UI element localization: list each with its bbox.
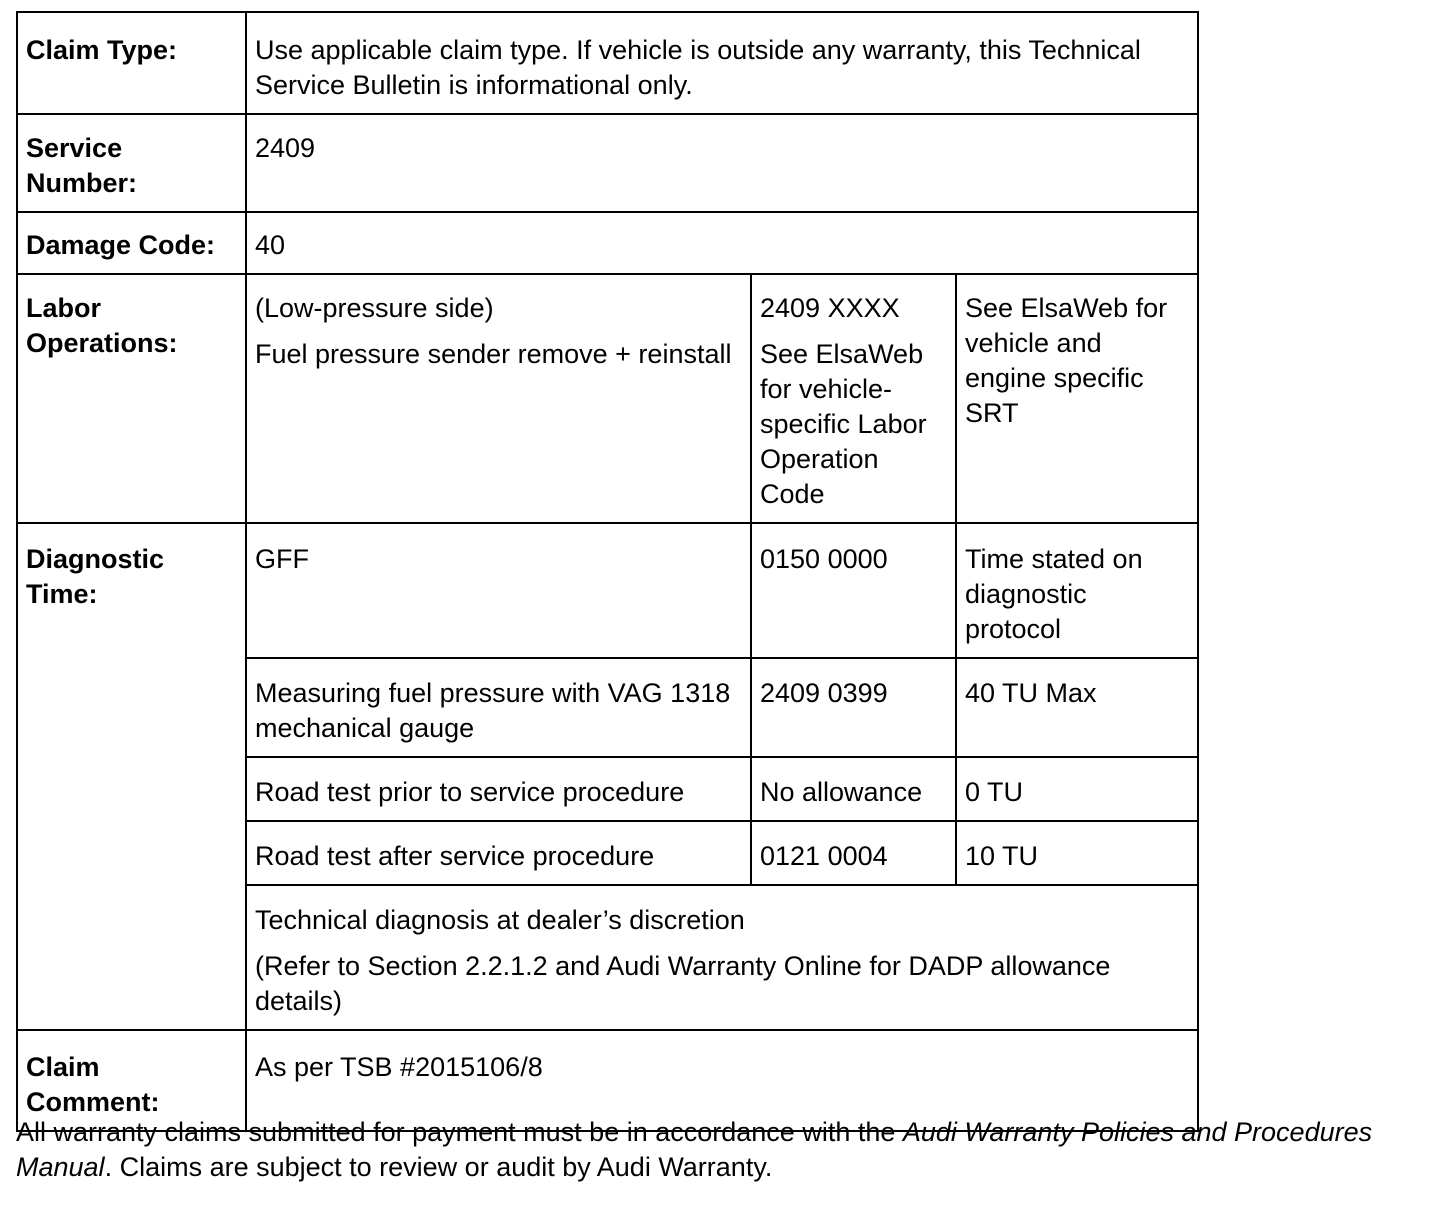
claim-type-row — [17, 12, 1198, 114]
diagnostic-code: 0150 0000 — [751, 523, 956, 658]
diagnostic-description: Road test prior to service procedure — [246, 757, 751, 821]
service-number-row — [17, 114, 1198, 212]
diagnostic-time: Time stated on diagnostic protocol — [956, 523, 1198, 658]
diagnostic-time: 0 TU — [956, 757, 1198, 821]
warranty-claim-table — [16, 11, 1199, 1132]
diagnostic-time: 40 TU Max — [956, 658, 1198, 757]
labor-operation-code-value: 2409 XXXX — [760, 293, 900, 323]
footer-text-before: All warranty claims submitted for payment must be in accordance with the — [16, 1117, 903, 1147]
diagnostic-code: No allowance — [751, 757, 956, 821]
diagnostic-code: 2409 0399 — [751, 658, 956, 757]
diagnostic-code: 0121 0004 — [751, 821, 956, 885]
damage-code-label: Damage Code: — [17, 212, 246, 274]
footer-text-after: . Claims are subject to review or audit by Audi Warranty. — [104, 1152, 773, 1182]
labor-operation-time: See ElsaWeb for vehicle and engine specific SRT — [956, 274, 1198, 523]
technical-diagnosis-reference: (Refer to Section 2.2.1.2 and Audi Warranty Online for DADP allowance details) — [255, 951, 1111, 1016]
technical-diagnosis-note — [246, 885, 1198, 1030]
diagnostic-time: 10 TU — [956, 821, 1198, 885]
diagnostic-description: Measuring fuel pressure with VAG 1318 mechanical gauge — [246, 658, 751, 757]
diagnostic-row-gff — [17, 523, 1198, 658]
diagnostic-time-label: Diagnostic Time: — [17, 523, 246, 1030]
labor-operations-row — [17, 274, 1198, 523]
claim-comment-label: Claim Comment: — [17, 1030, 246, 1131]
warranty-footer-note — [16, 1115, 1426, 1185]
diagnostic-description: GFF — [246, 523, 751, 658]
low-pressure-side-note: (Low-pressure side) — [255, 293, 494, 323]
damage-code-row — [17, 212, 1198, 274]
service-number-value: 2409 — [246, 114, 1198, 212]
claim-comment-value: As per TSB #2015106/8 — [246, 1030, 1198, 1131]
claim-type-label: Claim Type: — [17, 12, 246, 114]
damage-code-value: 40 — [246, 212, 1198, 274]
service-number-label: Service Number: — [17, 114, 246, 212]
diagnostic-description: Road test after service procedure — [246, 821, 751, 885]
labor-operation-description — [246, 274, 751, 523]
technical-diagnosis-line: Technical diagnosis at dealer’s discretion — [255, 905, 745, 935]
labor-operations-label: Labor Operations: — [17, 274, 246, 523]
labor-operation-task: Fuel pressure sender remove + reinstall — [255, 339, 732, 369]
claim-type-value: Use applicable claim type. If vehicle is outside any warranty, this Technical Service Bulletin is informational only. — [246, 12, 1198, 114]
labor-operation-code-note: See ElsaWeb for vehicle-specific Labor Operation Code — [760, 339, 927, 509]
labor-operation-code — [751, 274, 956, 523]
warranty-manual-title: Audi Warranty Policies and Procedures Manual — [16, 1117, 1373, 1182]
